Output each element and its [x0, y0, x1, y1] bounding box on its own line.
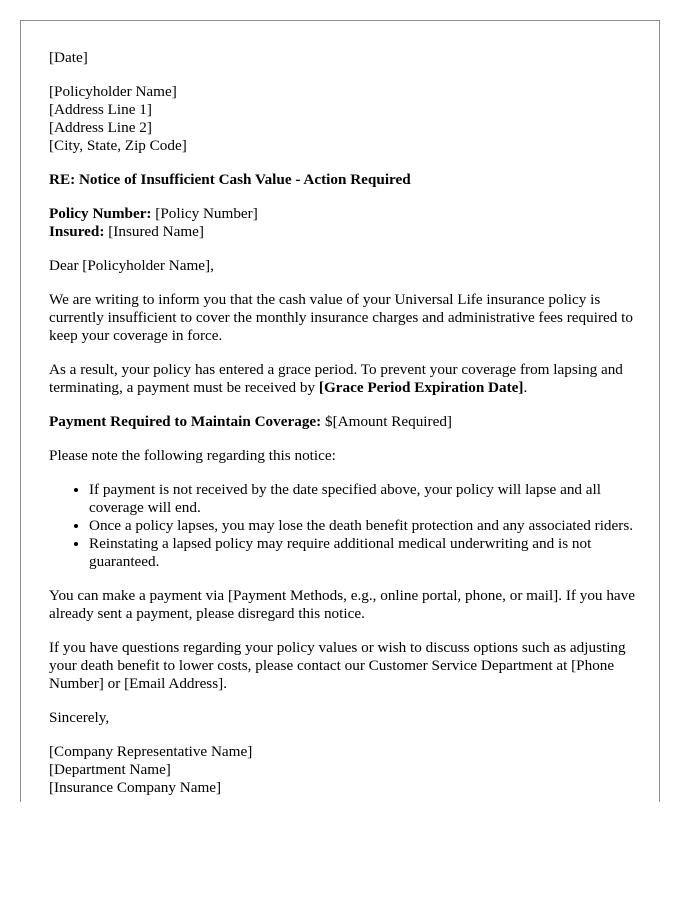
signature-department: [Department Name]	[49, 761, 171, 778]
paragraph-grace-period	[49, 361, 639, 397]
grace-period-text: As a result, your policy has entered a grace period. To prevent your coverage from lapsing and terminating, a payment must be received by	[49, 361, 623, 396]
payment-required-label: Payment Required to Maintain Coverage:	[49, 413, 322, 430]
grace-period-end: .	[523, 379, 528, 396]
subject-line	[49, 171, 639, 189]
signature-block	[49, 743, 639, 797]
policy-number-label: Policy Number:	[49, 205, 152, 222]
insured-label: Insured:	[49, 223, 105, 240]
recipient-name: [Policyholder Name]	[49, 83, 177, 100]
paragraph-payment-methods: You can make a payment via [Payment Methods, e.g., online portal, phone, or mail]. If you have already sent a payment, please disregard this notice.	[49, 587, 635, 622]
paragraph-questions: If you have questions regarding your policy values or wish to discuss options such as adjusting your death benefit to lower costs, please contact our Customer Service Department at [Phone Number] or [Email Address].	[49, 639, 626, 692]
signature-name: [Company Representative Name]	[49, 743, 253, 760]
letter-date: [Date]	[49, 49, 88, 66]
payment-required-value: $[Amount Required]	[321, 413, 452, 430]
list-item: • Reinstating a lapsed policy may require additional medical underwriting and is not guaranteed.	[89, 535, 639, 571]
policy-details	[49, 205, 639, 241]
letter-body	[49, 49, 639, 802]
recipient-address-line-2: [Address Line 2]	[49, 119, 152, 136]
recipient-address-line-1: [Address Line 1]	[49, 101, 152, 118]
payment-required	[49, 413, 639, 431]
subject-text: RE: Notice of Insufficient Cash Value - Action Required	[49, 171, 411, 188]
closing: Sincerely,	[49, 709, 110, 726]
list-item: • Once a policy lapses, you may lose the death benefit protection and any associated riders.	[89, 517, 639, 535]
insured-value: [Insured Name]	[104, 223, 204, 240]
policy-number-value: [Policy Number]	[151, 205, 258, 222]
salutation: Dear [Policyholder Name],	[49, 257, 214, 274]
letter-page	[20, 20, 660, 802]
recipient-address	[49, 83, 639, 155]
list-item: • If payment is not received by the date specified above, your policy will lapse and all coverage will end.	[89, 481, 639, 517]
recipient-city-state-zip: [City, State, Zip Code]	[49, 137, 187, 154]
notice-intro: Please note the following regarding this notice:	[49, 447, 336, 464]
paragraph-cash-value: We are writing to inform you that the cash value of your Universal Life insurance policy is currently insufficient to cover the monthly insurance charges and administrative fees required to keep your coverage in force.	[49, 291, 633, 344]
signature-company: [Insurance Company Name]	[49, 779, 222, 796]
notice-list	[49, 481, 639, 571]
grace-period-date: [Grace Period Expiration Date]	[318, 379, 524, 396]
